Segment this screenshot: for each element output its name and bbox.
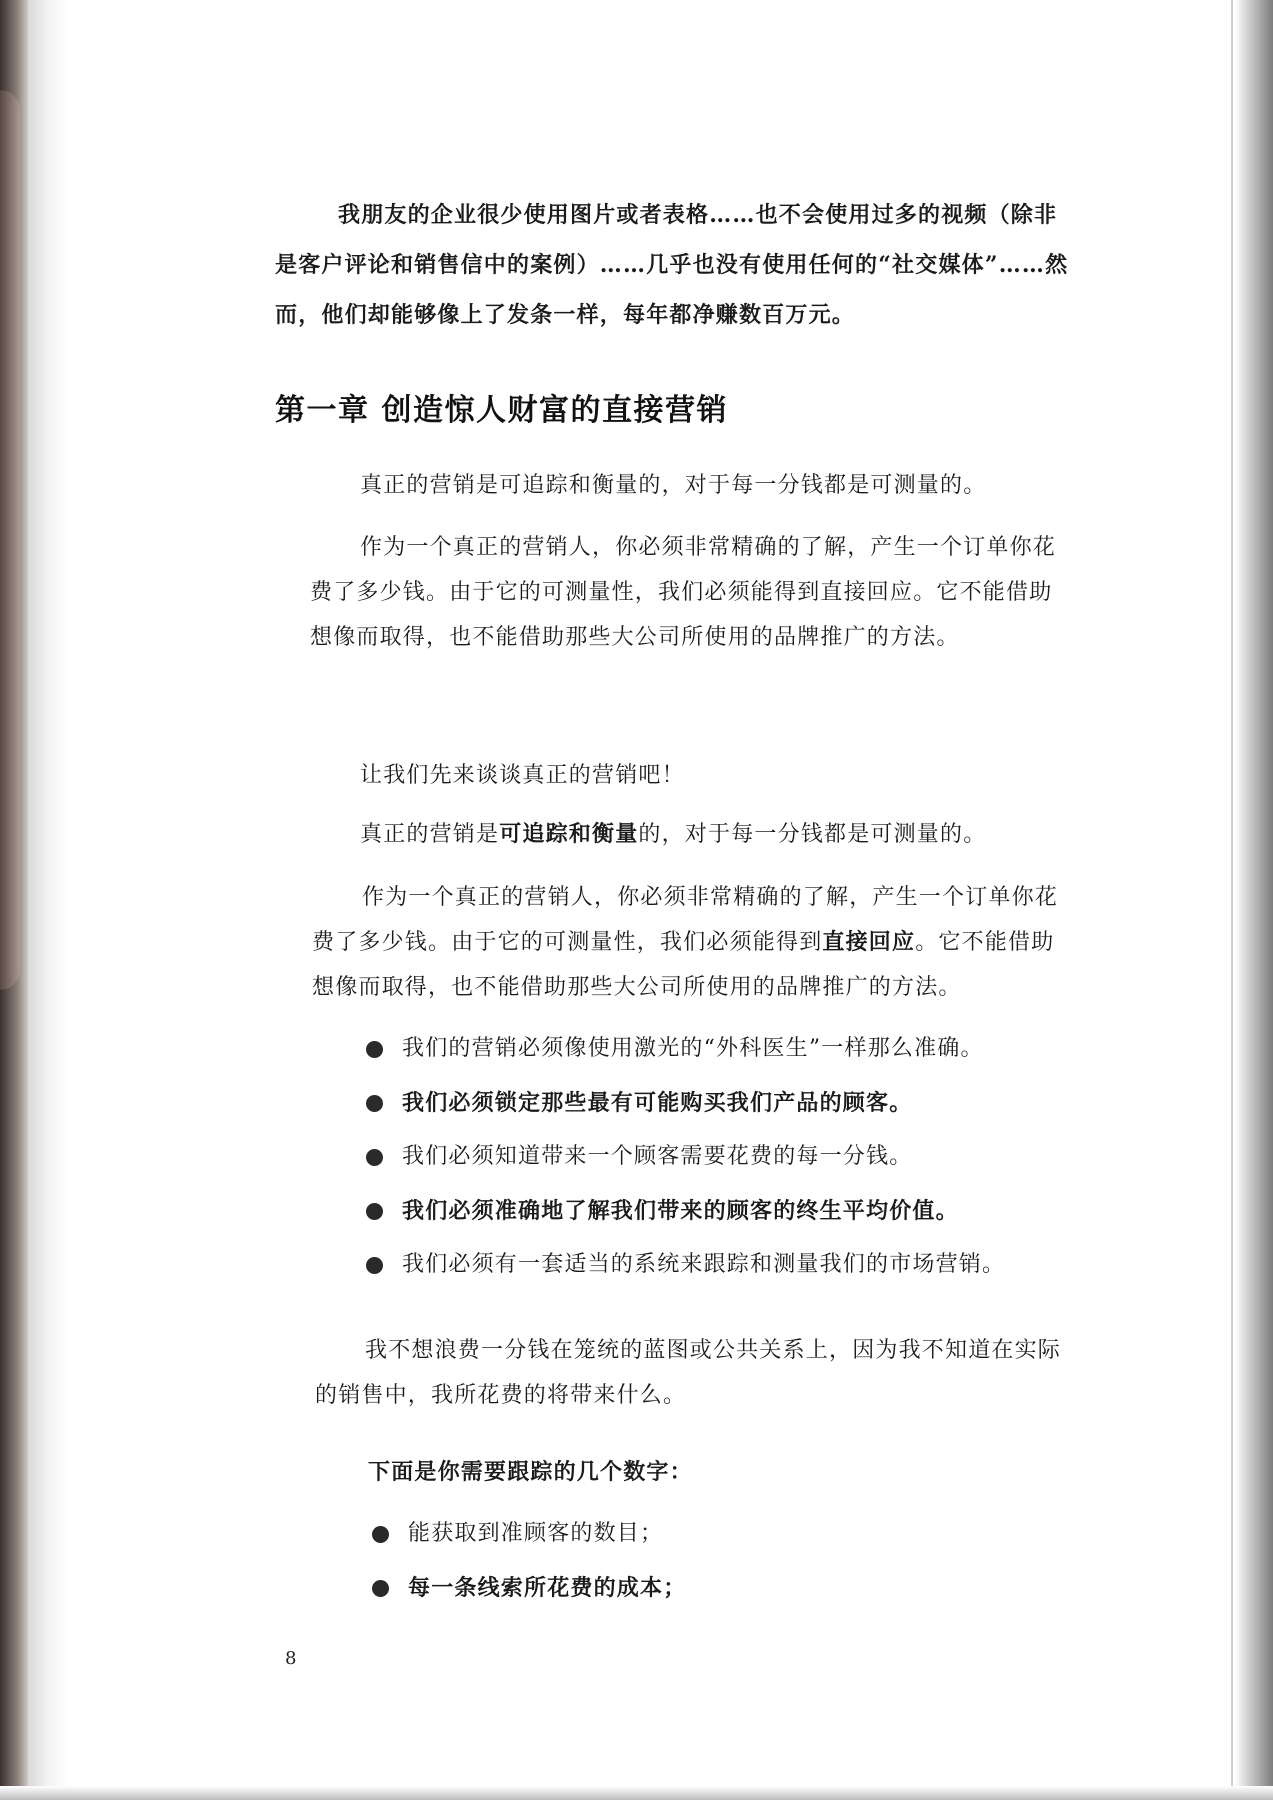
page-number: 8 bbox=[285, 1648, 297, 1669]
bullet-item bbox=[372, 1572, 686, 1626]
bullet-dot-icon bbox=[366, 1257, 383, 1274]
intro-line-2: 是客户评论和销售信中的案例）……几乎也没有使用任何的“社交媒体”……然 bbox=[275, 252, 1069, 278]
bullet-list-requirements bbox=[366, 1033, 1005, 1303]
bullet-dot-icon bbox=[366, 1203, 383, 1220]
para4-text-after: 的，对于每一分钱都是可测量的。 bbox=[638, 822, 987, 847]
para4-bold-phrase: 可追踪和衡量 bbox=[499, 821, 639, 847]
bullet-dot-icon bbox=[366, 1149, 383, 1166]
bullet-dot-icon bbox=[372, 1526, 389, 1543]
para5-line2-after: 。它不能借助 bbox=[915, 930, 1055, 955]
bullet-text: 我们必须锁定那些最有可能购买我们产品的顾客。 bbox=[402, 1090, 913, 1116]
bullet-item bbox=[366, 1249, 1005, 1303]
bullet-text: 我们的营销必须像使用激光的“外科医生”一样那么准确。 bbox=[402, 1036, 984, 1061]
para6-line-1: 我不想浪费一分钱在笼统的蓝图或公共关系上，因为我不知道在实际 bbox=[365, 1338, 1062, 1363]
para6-line-2: 的销售中，我所花费的将带来什么。 bbox=[315, 1383, 687, 1408]
para3-line-1: 让我们先来谈谈真正的营销吧！ bbox=[360, 763, 685, 788]
para2-line-2: 费了多少钱。由于它的可测量性，我们必须能得到直接回应。它不能借助 bbox=[310, 580, 1053, 605]
para5-line-1: 作为一个真正的营销人，你必须非常精确的了解，产生一个订单你花 bbox=[362, 885, 1059, 910]
bullet-item bbox=[366, 1195, 1005, 1249]
para2-line-3: 想像而取得，也不能借助那些大公司所使用的品牌推广的方法。 bbox=[310, 625, 960, 650]
para5-line2-before: 费了多少钱。由于它的可测量性，我们必须能得到 bbox=[312, 930, 823, 955]
para4-line-1 bbox=[360, 817, 986, 848]
bullet-text: 能获取到准顾客的数目； bbox=[408, 1521, 664, 1546]
bullet-list-numbers bbox=[372, 1518, 686, 1626]
para2-line-1: 作为一个真正的营销人，你必须非常精确的了解，产生一个订单你花 bbox=[360, 535, 1057, 560]
numbers-heading: 下面是你需要跟踪的几个数字： bbox=[368, 1459, 693, 1485]
bullet-item bbox=[372, 1518, 686, 1572]
intro-line-1: 我朋友的企业很少使用图片或者表格……也不会使用过多的视频（除非 bbox=[338, 202, 1058, 228]
bullet-text: 我们必须知道带来一个顾客需要花费的每一分钱。 bbox=[402, 1144, 913, 1169]
para5-line-3: 想像而取得，也不能借助那些大公司所使用的品牌推广的方法。 bbox=[312, 975, 962, 1000]
bullet-item bbox=[366, 1141, 1005, 1195]
bullet-text: 我们必须准确地了解我们带来的顾客的终生平均价值。 bbox=[402, 1198, 959, 1224]
para4-text-before: 真正的营销是 bbox=[360, 822, 500, 847]
chapter-title: 第一章 创造惊人财富的直接营销 bbox=[275, 393, 728, 428]
bullet-text: 每一条线索所花费的成本； bbox=[408, 1575, 687, 1601]
intro-line-3: 而，他们却能够像上了发条一样，每年都净赚数百万元。 bbox=[275, 302, 856, 328]
para1-line-1: 真正的营销是可追踪和衡量的，对于每一分钱都是可测量的。 bbox=[360, 473, 987, 498]
bullet-item bbox=[366, 1087, 1005, 1141]
bullet-dot-icon bbox=[366, 1041, 383, 1058]
para5-bold-phrase: 直接回应 bbox=[822, 929, 916, 955]
bullet-dot-icon bbox=[366, 1095, 383, 1112]
para5-line-2 bbox=[312, 925, 1054, 956]
bullet-item bbox=[366, 1033, 1005, 1087]
bullet-dot-icon bbox=[372, 1580, 389, 1597]
bullet-text: 我们必须有一套适当的系统来跟踪和测量我们的市场营销。 bbox=[402, 1252, 1006, 1277]
